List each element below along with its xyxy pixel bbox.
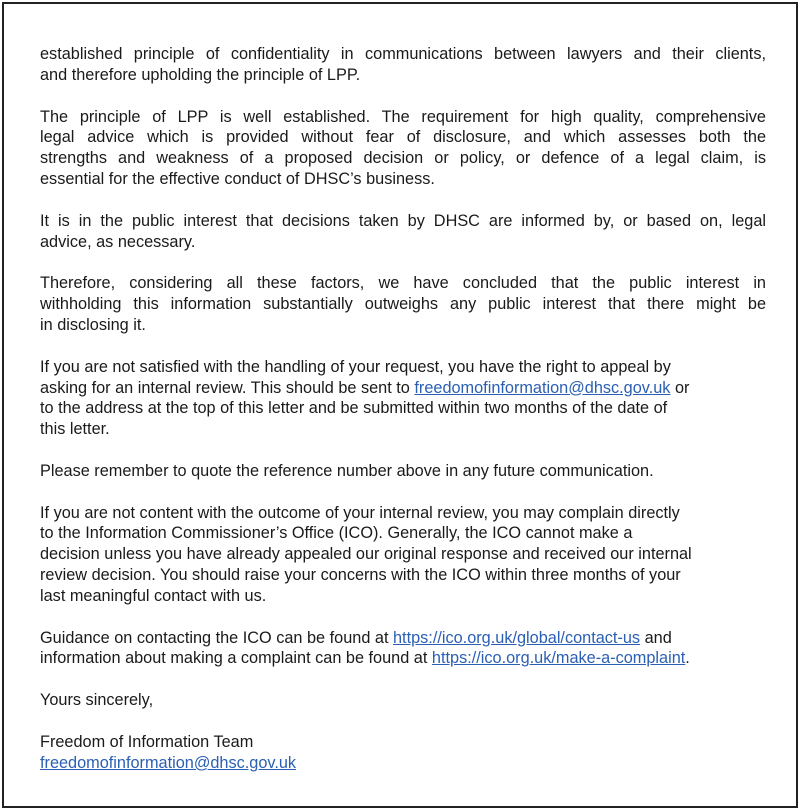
paragraph-conclusion xyxy=(40,273,766,336)
text-segment: information about making a complaint can be found at xyxy=(40,649,432,668)
text-line: this letter. xyxy=(40,420,110,439)
text-line: Therefore, considering all these factors, we have concluded that the public interest in xyxy=(40,274,766,293)
ico-contact-link[interactable]: https://ico.org.uk/global/contact-us xyxy=(393,628,641,647)
text-segment: asking for an internal review. This should be sent to xyxy=(40,378,415,397)
text-line xyxy=(40,378,766,399)
text-line: Please remember to quote the reference number above in any future communication. xyxy=(40,461,654,480)
text-line: legal advice which is provided without fear of disclosure, and which assesses both the xyxy=(40,128,766,147)
foi-email-link[interactable]: freedomofinformation@dhsc.gov.uk xyxy=(414,378,671,397)
text-segment: and xyxy=(640,628,672,647)
text-segment: . xyxy=(685,649,690,668)
letter-frame xyxy=(2,2,798,808)
closing xyxy=(40,690,766,711)
ico-complaint-link[interactable]: https://ico.org.uk/make-a-complaint xyxy=(431,649,686,668)
text-line: It is in the public interest that decisions taken by DHSC are informed by, or based on, legal xyxy=(40,211,766,230)
text-segment: Guidance on contacting the ICO can be found at xyxy=(40,628,393,647)
paragraph-ico-complaint xyxy=(40,503,766,607)
signature-email-line xyxy=(40,753,766,774)
text-line: withholding this information substantially outweighs any public interest that there might be xyxy=(40,295,766,314)
text-line: essential for the effective conduct of DHSC’s business. xyxy=(40,170,435,189)
signature xyxy=(40,732,766,774)
text-line xyxy=(40,628,766,649)
text-line: established principle of confidentiality in communications between lawyers and their clients, xyxy=(40,45,766,63)
paragraph-ico-guidance xyxy=(40,628,766,670)
paragraph-public-interest xyxy=(40,211,766,253)
text-line: The principle of LPP is well established. The requirement for high quality, comprehensive xyxy=(40,107,766,126)
text-line: If you are not satisfied with the handling of your request, you have the right to appeal by xyxy=(40,357,671,376)
text-line: to the address at the top of this letter and be submitted within two months of the date of xyxy=(40,399,668,418)
text-line: advice, as necessary. xyxy=(40,232,196,251)
text-line: in disclosing it. xyxy=(40,315,146,334)
paragraph-reference-reminder xyxy=(40,461,766,482)
text-line: If you are not content with the outcome of your internal review, you may complain directly xyxy=(40,503,680,522)
paragraph-lpp-principle xyxy=(40,107,766,190)
text-line: strengths and weakness of a proposed decision or policy, or defence of a legal claim, is xyxy=(40,149,766,168)
text-segment: or xyxy=(670,378,690,397)
text-line: decision unless you have already appealed our original response and received our internal xyxy=(40,545,692,564)
text-line: last meaningful contact with us. xyxy=(40,586,267,605)
text-line: review decision. You should raise your concerns with the ICO within three months of your xyxy=(40,566,681,585)
text-line xyxy=(40,648,766,669)
signature-team: Freedom of Information Team xyxy=(40,732,254,751)
text-line: to the Information Commissioner’s Office (ICO). Generally, the ICO cannot make a xyxy=(40,524,633,543)
text-line: and therefore upholding the principle of LPP. xyxy=(40,65,361,84)
closing-text: Yours sincerely, xyxy=(40,691,154,710)
paragraph-internal-review xyxy=(40,357,766,440)
signature-email-link[interactable]: freedomofinformation@dhsc.gov.uk xyxy=(40,753,297,772)
letter-body xyxy=(40,44,766,794)
paragraph-lpp-confidentiality xyxy=(40,44,766,86)
